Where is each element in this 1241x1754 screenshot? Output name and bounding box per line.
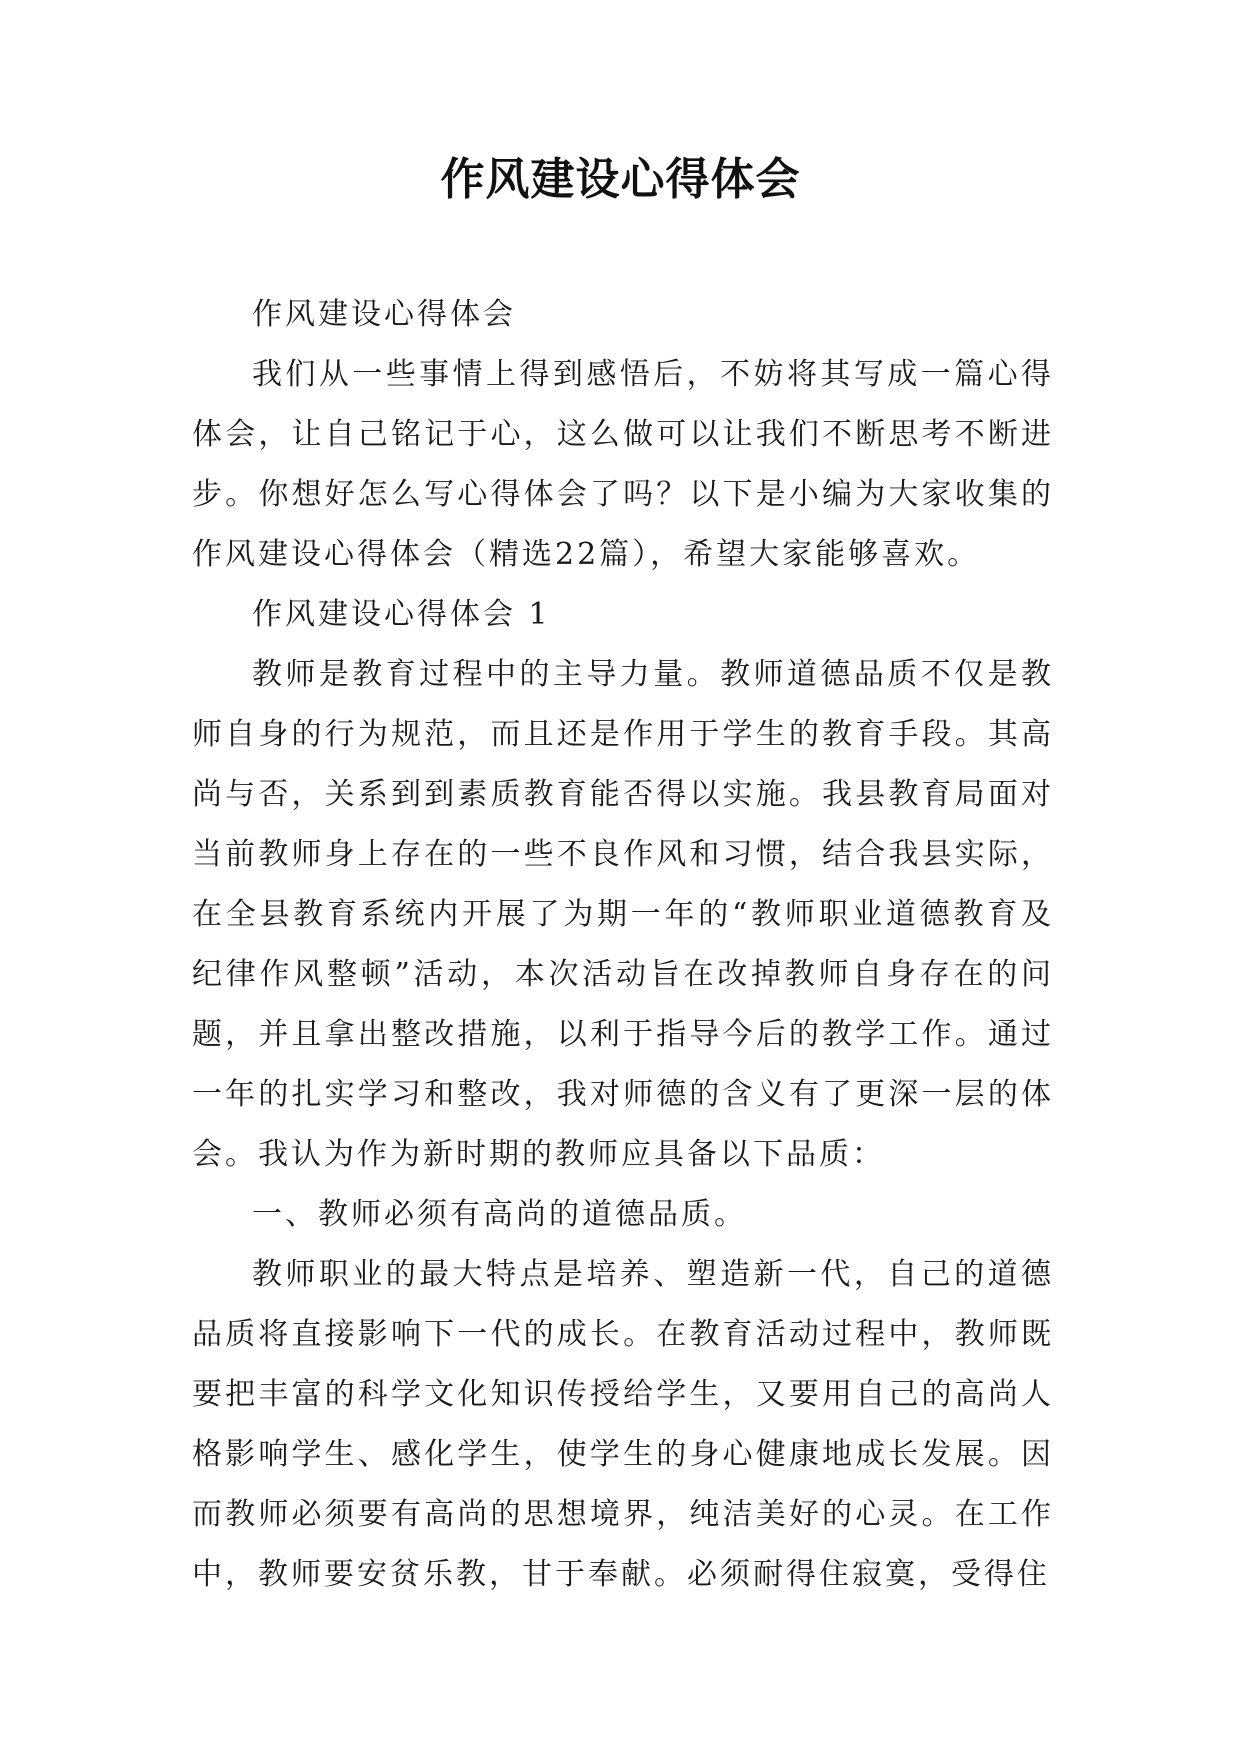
paragraph-body: 教师职业的最大特点是培养、塑造新一代，自己的道德品质将直接影响下一代的成长。在教育活动过程中，教师既要把丰富的科学文化知识传授给学生，又要用自己的高尚人格影响学生、感化学生，使学生的身心健康地成长发展。因而教师必须要有高尚的思想境界，纯洁美好的心灵。在工作中，教师要安贫乐教，甘于奉献。必须耐得住寂寞，受得住 xyxy=(192,1257,1054,1592)
paragraph-heading: 作风建设心得体会 xyxy=(252,297,516,332)
paragraph-body: 教师是教育过程中的主导力量。教师道德品质不仅是教师自身的行为规范，而且还是作用于学生的教育手段。其高尚与否，关系到到素质教育能否得以实施。我县教育局面对当前教师身上存在的一些不良作风和习惯，结合我县实际，在全县教育系统内开展了为期一年的“教师职业道德教育及纪律作风整顿”活动，本次活动旨在改掉教师自身存在的问题，并且拿出整改措施，以利于指导今后的教学工作。通过一年的扎实学习和整改，我对师德的含义有了更深一层的体会。我认为作为新时期的教师应具备以下品质： xyxy=(192,657,1054,1172)
document-title: 作风建设心得体会 xyxy=(440,154,801,205)
document-body xyxy=(192,285,1054,1605)
paragraph-section-heading: 作风建设心得体会 1 xyxy=(252,597,551,632)
paragraph-intro: 我们从一些事情上得到感悟后，不妨将其写成一篇心得体会，让自己铭记于心，这么做可以让我们不断思考不断进步。你想好怎么写心得体会了吗？以下是小编为大家收集的作风建设心得体会（精选22篇），希望大家能够喜欢。 xyxy=(192,357,1054,572)
paragraph-subheading: 一、教师必须有高尚的道德品质。 xyxy=(252,1197,747,1232)
